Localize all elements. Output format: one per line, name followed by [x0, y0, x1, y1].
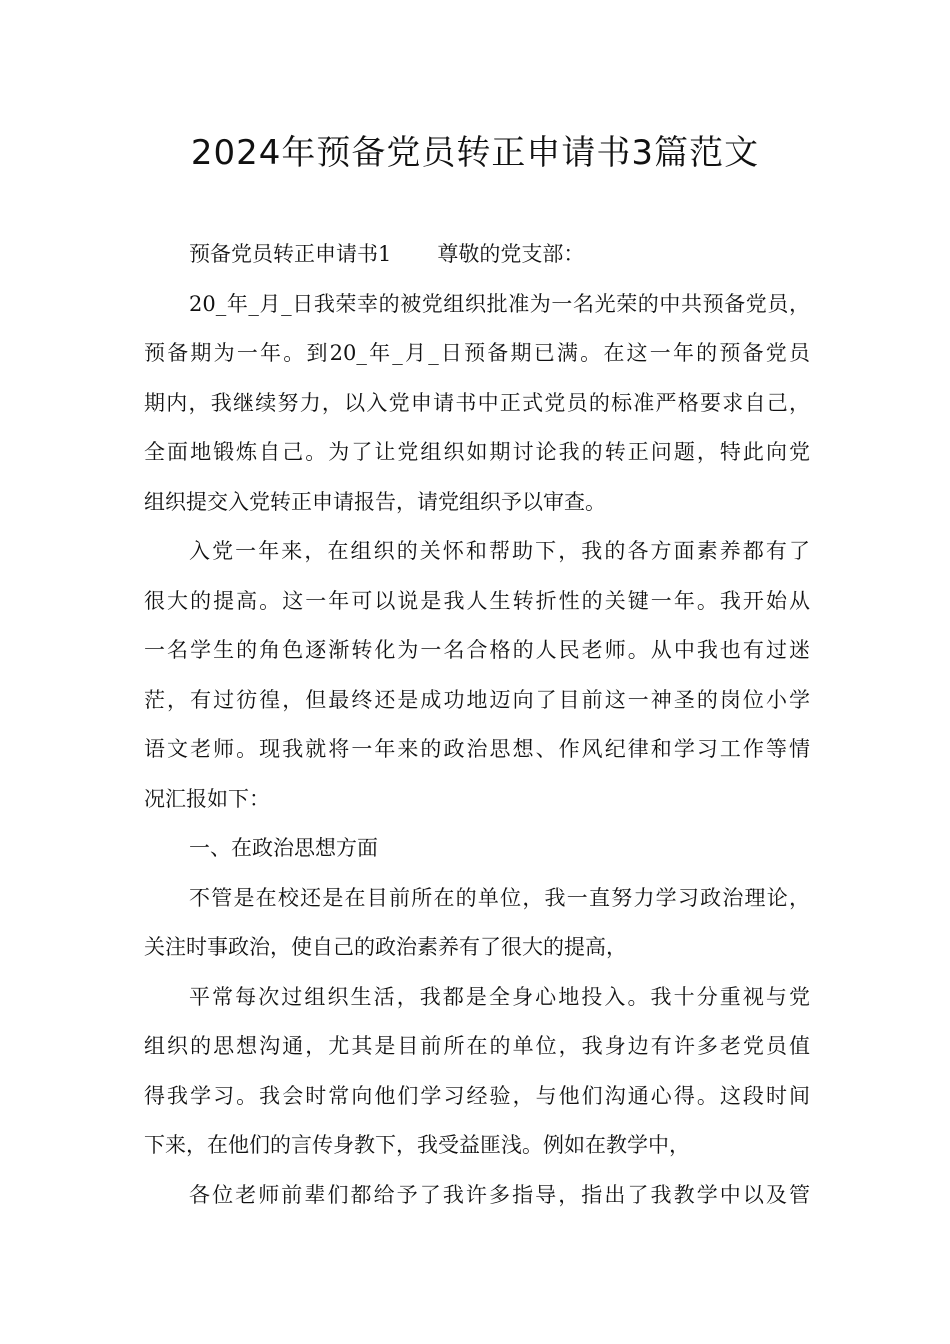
paragraph-line: 况汇报如下： [144, 786, 270, 811]
paragraph-line: 茫，有过彷徨，但最终还是成功地迈向了目前这一神圣的岗位小学 [144, 687, 810, 712]
paragraph-line: 得我学习。我会时常向他们学习经验，与他们沟通心得。这段时间 [144, 1083, 810, 1108]
document-title: 2024年预备党员转正申请书3篇范文 [190, 133, 760, 173]
section-heading: 一、在政治思想方面 [189, 836, 378, 860]
paragraph-line: 全面地锻炼自己。为了让党组织如期讨论我的转正问题，特此向党 [144, 440, 810, 464]
paragraph-line: 20_年_月_日我荣幸的被党组织批准为一名光荣的中共预备党员， [189, 291, 810, 316]
paragraph-line: 组织的思想沟通，尤其是目前所在的单位，我身边有许多老党员值 [144, 1034, 810, 1058]
paragraph-line: 下来，在他们的言传身教下，我受益匪浅。例如在教学中， [144, 1133, 690, 1157]
paragraph-line: 很大的提高。这一年可以说是我人生转折性的关键一年。我开始从 [144, 588, 810, 613]
paragraph-line: 关注时事政治，使自己的政治素养有了很大的提高， [144, 935, 627, 959]
paragraph-line: 预备期为一年。到20_年_月_日预备期已满。在这一年的预备党员 [144, 341, 810, 365]
salutation: 尊敬的党支部： [437, 242, 585, 266]
paragraph-line: 入党一年来，在组织的关怀和帮助下，我的各方面素养都有了 [189, 539, 810, 563]
paragraph-line: 组织提交入党转正申请报告，请党组织予以审查。 [144, 489, 606, 514]
section-heading: 预备党员转正申请书1 [189, 242, 392, 266]
paragraph-line: 一名学生的角色逐渐转化为一名合格的人民老师。从中我也有过迷 [144, 638, 810, 662]
paragraph-line: 各位老师前辈们都给予了我许多指导，指出了我教学中以及管 [189, 1182, 810, 1207]
paragraph-line: 语文老师。现我就将一年来的政治思想、作风纪律和学习工作等情 [144, 737, 810, 761]
paragraph-line [144, 230, 810, 280]
paragraph-line: 平常每次过组织生活，我都是全身心地投入。我十分重视与党 [189, 984, 810, 1009]
paragraph-line: 期内，我继续努力，以入党申请书中正式党员的标准严格要求自己， [144, 390, 810, 415]
paragraph-line: 不管是在校还是在目前所在的单位，我一直努力学习政治理论， [189, 885, 810, 910]
document-body [144, 230, 810, 1220]
